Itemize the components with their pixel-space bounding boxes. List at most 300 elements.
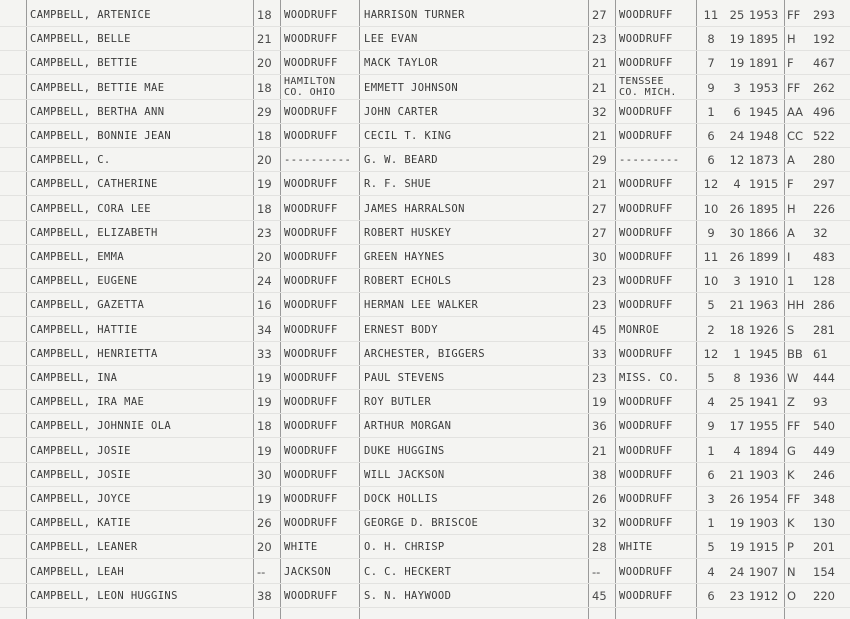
row-rule [0, 268, 850, 269]
table-row [0, 294, 850, 318]
year-cell: 1873 [749, 153, 779, 168]
table-row [0, 391, 850, 415]
spouse-age-cell: 28 [592, 540, 607, 555]
page-cell: 130 [813, 516, 835, 531]
page-cell: 293 [813, 8, 835, 22]
book-cell: A [787, 225, 795, 240]
page-cell: 444 [813, 371, 835, 385]
name-cell: CAMPBELL, CATHERINE [30, 178, 158, 191]
day-cell: 25 [729, 395, 745, 410]
book-cell: CC [787, 129, 804, 143]
book-cell: FF [787, 80, 801, 95]
spouse-residence-cell: WOODRUFF [619, 517, 673, 530]
month-cell: 6 [707, 129, 715, 143]
row-rule [0, 437, 850, 438]
page-cell: 449 [813, 443, 835, 458]
spouse-age-cell: 27 [592, 225, 607, 240]
row-rule [0, 195, 850, 196]
day-cell: 26 [729, 492, 745, 506]
spouse-residence-cell: WOODRUFF [619, 493, 673, 505]
table-row [0, 464, 850, 488]
day-cell: 24 [729, 564, 745, 579]
name-cell: CAMPBELL, BETTIE MAE [30, 81, 165, 94]
bride-age-cell: 20 [257, 153, 272, 168]
day-cell: 18 [729, 322, 745, 337]
spouse-age-cell: 45 [592, 322, 607, 337]
bride-residence-cell: WOODRUFF [284, 57, 338, 70]
spouse-age-cell: 21 [592, 177, 607, 192]
page-cell: 297 [813, 177, 835, 192]
spouse-residence-cell: WOODRUFF [619, 420, 673, 433]
bride-age-cell: -- [257, 564, 266, 579]
month-cell: 3 [707, 492, 715, 506]
spouse-name-cell: S. N. HAYWOOD [364, 589, 452, 602]
name-cell: CAMPBELL, JOSIE [30, 444, 131, 457]
name-cell: CAMPBELL, GAZETTA [30, 299, 145, 312]
page-cell: 522 [813, 129, 835, 143]
spouse-age-cell: 30 [592, 250, 607, 264]
year-cell: 1954 [749, 492, 779, 506]
spouse-residence-cell: WOODRUFF [619, 226, 673, 239]
bride-age-cell: 18 [257, 8, 272, 22]
spouse-age-cell: 36 [592, 419, 607, 434]
year-cell: 1948 [749, 129, 779, 143]
bride-age-cell: 19 [257, 395, 272, 410]
bride-age-cell: 19 [257, 177, 272, 192]
name-cell: CAMPBELL, IRA MAE [30, 396, 145, 409]
day-cell: 3 [733, 80, 741, 95]
month-cell: 1 [707, 516, 715, 531]
name-cell: CAMPBELL, HENRIETTA [30, 347, 158, 360]
row-rule [0, 50, 850, 51]
spouse-residence-cell: WOODRUFF [619, 202, 673, 215]
row-rule [0, 244, 850, 245]
page-cell: 128 [813, 274, 835, 289]
spouse-residence-cell: TENSSEE CO. MICH. [619, 75, 677, 98]
spouse-name-cell: EMMETT JOHNSON [364, 81, 459, 94]
table-row [0, 28, 850, 52]
book-cell: K [787, 467, 795, 482]
spouse-residence-cell: MONROE [619, 323, 660, 336]
bride-age-cell: 20 [257, 540, 272, 555]
book-cell: K [787, 516, 795, 531]
spouse-age-cell: 23 [592, 371, 607, 385]
spouse-residence-cell: WOODRUFF [619, 396, 673, 409]
spouse-age-cell: -- [592, 564, 601, 579]
book-cell: Z [787, 395, 795, 410]
bride-age-cell: 18 [257, 129, 272, 143]
spouse-name-cell: HARRISON TURNER [364, 9, 465, 21]
bride-residence-cell: WOODRUFF [284, 444, 338, 457]
table-row [0, 343, 850, 367]
bride-residence-cell: WHITE [284, 541, 318, 554]
row-rule [0, 341, 850, 342]
book-cell: HH [787, 298, 805, 313]
table-row [0, 4, 850, 28]
spouse-name-cell: ROBERT ECHOLS [364, 275, 452, 288]
book-cell: FF [787, 8, 801, 22]
bride-residence-cell: WOODRUFF [284, 420, 338, 433]
name-cell: CAMPBELL, BELLE [30, 33, 131, 46]
page-cell: 192 [813, 32, 835, 47]
page-cell: 281 [813, 322, 835, 337]
spouse-name-cell: ARCHESTER, BIGGERS [364, 347, 485, 360]
book-cell: O [787, 588, 797, 603]
day-cell: 23 [729, 588, 745, 603]
bride-residence-cell: WOODRUFF [284, 396, 338, 409]
month-cell: 12 [703, 177, 719, 192]
row-rule [0, 171, 850, 172]
day-cell: 4 [733, 177, 741, 192]
day-cell: 4 [733, 443, 741, 458]
page-cell: 61 [813, 346, 828, 361]
day-cell: 21 [729, 467, 745, 482]
table-row [0, 198, 850, 222]
year-cell: 1926 [749, 322, 779, 337]
row-rule [0, 462, 850, 463]
bride-residence-cell: WOODRUFF [284, 299, 338, 312]
row-rule [0, 413, 850, 414]
spouse-residence-cell: WHITE [619, 541, 653, 554]
day-cell: 3 [733, 274, 741, 289]
spouse-age-cell: 21 [592, 129, 607, 143]
spouse-age-cell: 27 [592, 201, 607, 216]
page-cell: 483 [813, 250, 835, 264]
book-cell: P [787, 540, 794, 555]
bride-residence-cell: JACKSON [284, 565, 332, 578]
day-cell: 25 [729, 8, 745, 22]
page-cell: 246 [813, 467, 835, 482]
bride-age-cell: 23 [257, 225, 272, 240]
bride-residence-cell: WOODRUFF [284, 468, 338, 481]
spouse-age-cell: 32 [592, 516, 607, 531]
bride-residence-cell: WOODRUFF [284, 9, 338, 21]
row-rule [0, 607, 850, 608]
year-cell: 1936 [749, 371, 779, 385]
name-cell: CAMPBELL, CORA LEE [30, 202, 151, 215]
book-cell: F [787, 56, 794, 71]
year-cell: 1899 [749, 250, 779, 264]
spouse-name-cell: R. F. SHUE [364, 178, 432, 191]
bride-age-cell: 34 [257, 322, 272, 337]
book-cell: S [787, 322, 795, 337]
name-cell: CAMPBELL, ELIZABETH [30, 226, 158, 239]
table-row [0, 585, 850, 609]
name-cell: CAMPBELL, LEANER [30, 541, 138, 554]
bride-residence-cell: WOODRUFF [284, 33, 338, 46]
day-cell: 24 [729, 129, 745, 143]
page-cell: 262 [813, 80, 835, 95]
spouse-age-cell: 27 [592, 8, 607, 22]
table-row [0, 488, 850, 512]
month-cell: 1 [707, 104, 715, 119]
bride-residence-cell: WOODRUFF [284, 589, 338, 602]
table-row [0, 101, 850, 125]
row-rule [0, 558, 850, 559]
spouse-residence-cell: WOODRUFF [619, 130, 673, 142]
row-rule [0, 123, 850, 124]
page-cell: 286 [813, 298, 835, 313]
year-cell: 1907 [749, 564, 779, 579]
month-cell: 10 [703, 201, 719, 216]
name-cell: CAMPBELL, EUGENE [30, 275, 138, 288]
row-rule [0, 316, 850, 317]
spouse-age-cell: 29 [592, 153, 607, 168]
bride-residence-cell: WOODRUFF [284, 130, 338, 142]
page-cell: 93 [813, 395, 828, 410]
row-rule [0, 534, 850, 535]
name-cell: CAMPBELL, LEAH [30, 565, 125, 578]
day-cell: 26 [729, 250, 745, 264]
table-row [0, 270, 850, 294]
name-cell: CAMPBELL, BERTHA ANN [30, 105, 165, 118]
bride-age-cell: 18 [257, 80, 272, 95]
day-cell: 6 [733, 104, 741, 119]
name-cell: CAMPBELL, HATTIE [30, 323, 138, 336]
month-cell: 2 [707, 322, 715, 337]
spouse-name-cell: C. C. HECKERT [364, 565, 452, 578]
day-cell: 30 [729, 225, 745, 240]
book-cell: H [787, 201, 796, 216]
bride-residence-cell: WOODRUFF [284, 251, 338, 263]
page-cell: 226 [813, 201, 835, 216]
book-cell: G [787, 443, 796, 458]
month-cell: 11 [703, 8, 719, 22]
name-cell: CAMPBELL, BONNIE JEAN [30, 130, 172, 142]
book-cell: FF [787, 492, 801, 506]
table-row [0, 512, 850, 536]
spouse-residence-cell: WOODRUFF [619, 299, 673, 312]
bride-residence-cell: WOODRUFF [284, 202, 338, 215]
row-rule [0, 583, 850, 584]
table-row [0, 367, 850, 391]
page-cell: 220 [813, 588, 835, 603]
table-row [0, 561, 850, 585]
bride-age-cell: 21 [257, 32, 272, 47]
spouse-age-cell: 33 [592, 346, 607, 361]
month-cell: 5 [707, 540, 715, 555]
month-cell: 6 [707, 588, 715, 603]
bride-age-cell: 33 [257, 346, 272, 361]
day-cell: 19 [729, 540, 745, 555]
day-cell: 19 [729, 32, 745, 47]
spouse-residence-cell: MISS. CO. [619, 372, 680, 384]
day-cell: 1 [733, 346, 741, 361]
row-rule [0, 99, 850, 100]
spouse-name-cell: LEE EVAN [364, 33, 418, 46]
book-cell: W [787, 371, 799, 385]
book-cell: H [787, 32, 796, 47]
table-row [0, 77, 850, 101]
page-cell: 32 [813, 225, 828, 240]
page-cell: 201 [813, 540, 835, 555]
book-cell: FF [787, 419, 801, 434]
spouse-age-cell: 21 [592, 56, 607, 71]
spouse-age-cell: 32 [592, 104, 607, 119]
year-cell: 1910 [749, 274, 779, 289]
spouse-name-cell: DUKE HUGGINS [364, 444, 445, 457]
year-cell: 1945 [749, 104, 779, 119]
year-cell: 1912 [749, 588, 779, 603]
day-cell: 21 [729, 298, 745, 313]
spouse-residence-cell: WOODRUFF [619, 251, 673, 263]
year-cell: 1894 [749, 443, 779, 458]
month-cell: 11 [703, 250, 719, 264]
book-cell: BB [787, 346, 803, 361]
bride-age-cell: 18 [257, 201, 272, 216]
bride-age-cell: 24 [257, 274, 272, 289]
spouse-name-cell: O. H. CHRISP [364, 541, 445, 554]
bride-residence-cell: WOODRUFF [284, 517, 338, 530]
year-cell: 1903 [749, 516, 779, 531]
name-cell: CAMPBELL, JOYCE [30, 493, 131, 505]
spouse-residence-cell: WOODRUFF [619, 178, 673, 191]
name-cell: CAMPBELL, LEON HUGGINS [30, 589, 178, 602]
bride-age-cell: 19 [257, 371, 272, 385]
spouse-residence-cell: WOODRUFF [619, 589, 673, 602]
page-cell: 467 [813, 56, 835, 71]
spouse-name-cell: JOHN CARTER [364, 105, 438, 118]
year-cell: 1953 [749, 80, 779, 95]
month-cell: 9 [707, 419, 715, 434]
year-cell: 1895 [749, 32, 779, 47]
page-cell: 540 [813, 419, 835, 434]
page-cell: 280 [813, 153, 835, 168]
bride-age-cell: 19 [257, 443, 272, 458]
spouse-age-cell: 21 [592, 443, 607, 458]
spouse-name-cell: G. W. BEARD [364, 154, 438, 167]
bride-residence-cell: WOODRUFF [284, 226, 338, 239]
month-cell: 9 [707, 225, 715, 240]
bride-age-cell: 29 [257, 104, 272, 119]
bride-age-cell: 20 [257, 56, 272, 71]
spouse-name-cell: HERMAN LEE WALKER [364, 299, 479, 312]
bride-residence-cell: WOODRUFF [284, 178, 338, 191]
bride-age-cell: 20 [257, 250, 272, 264]
spouse-name-cell: JAMES HARRALSON [364, 202, 465, 215]
year-cell: 1955 [749, 419, 779, 434]
spouse-name-cell: ROBERT HUSKEY [364, 226, 452, 239]
spouse-age-cell: 23 [592, 32, 607, 47]
month-cell: 10 [703, 274, 719, 289]
bride-age-cell: 30 [257, 467, 272, 482]
book-cell: I [787, 250, 791, 264]
bride-residence-cell: WOODRUFF [284, 105, 338, 118]
spouse-age-cell: 21 [592, 80, 607, 95]
year-cell: 1941 [749, 395, 779, 410]
bride-residence-cell: WOODRUFF [284, 323, 338, 336]
page-cell: 496 [813, 104, 835, 119]
year-cell: 1915 [749, 540, 779, 555]
day-cell: 12 [729, 153, 745, 168]
spouse-name-cell: MACK TAYLOR [364, 57, 438, 70]
name-cell: CAMPBELL, ARTENICE [30, 9, 151, 21]
bride-residence-cell: HAMILTON CO. OHIO [284, 75, 336, 98]
name-cell: CAMPBELL, BETTIE [30, 57, 138, 70]
spouse-name-cell: ARTHUR MORGAN [364, 420, 452, 433]
day-cell: 19 [729, 56, 745, 71]
row-rule [0, 365, 850, 366]
year-cell: 1895 [749, 201, 779, 216]
bride-residence-cell: WOODRUFF [284, 493, 338, 505]
row-rule [0, 389, 850, 390]
book-cell: A [787, 153, 795, 168]
day-cell: 26 [729, 201, 745, 216]
table-row [0, 415, 850, 439]
month-cell: 12 [703, 346, 719, 361]
month-cell: 7 [707, 56, 715, 71]
spouse-age-cell: 23 [592, 274, 607, 289]
day-cell: 19 [729, 516, 745, 531]
bride-age-cell: 26 [257, 516, 272, 531]
table-row [0, 173, 850, 197]
spouse-name-cell: ROY BUTLER [364, 396, 432, 409]
bride-residence-cell: WOODRUFF [284, 372, 338, 384]
spouse-residence-cell: WOODRUFF [619, 347, 673, 360]
spouse-residence-cell: WOODRUFF [619, 468, 673, 481]
row-rule [0, 510, 850, 511]
spouse-residence-cell: WOODRUFF [619, 33, 673, 46]
row-rule [0, 292, 850, 293]
name-cell: CAMPBELL, JOSIE [30, 468, 131, 481]
month-cell: 5 [707, 371, 715, 385]
spouse-name-cell: WILL JACKSON [364, 468, 445, 481]
bride-residence-cell: WOODRUFF [284, 275, 338, 288]
year-cell: 1953 [749, 8, 779, 22]
month-cell: 5 [707, 298, 715, 313]
row-rule [0, 486, 850, 487]
month-cell: 6 [707, 153, 715, 168]
spouse-name-cell: GREEN HAYNES [364, 251, 445, 263]
spouse-name-cell: CECIL T. KING [364, 130, 452, 142]
month-cell: 9 [707, 80, 715, 95]
spouse-age-cell: 26 [592, 492, 607, 506]
year-cell: 1915 [749, 177, 779, 192]
spouse-name-cell: ERNEST BODY [364, 323, 438, 336]
name-cell: CAMPBELL, JOHNNIE OLA [30, 420, 172, 433]
name-cell: CAMPBELL, INA [30, 372, 118, 384]
book-cell: 1 [787, 274, 795, 289]
month-cell: 4 [707, 395, 715, 410]
bride-residence-cell: ---------- [284, 154, 352, 167]
year-cell: 1945 [749, 346, 779, 361]
day-cell: 17 [729, 419, 745, 434]
table-row [0, 246, 850, 270]
row-rule [0, 74, 850, 75]
year-cell: 1903 [749, 467, 779, 482]
month-cell: 1 [707, 443, 715, 458]
row-rule [0, 220, 850, 221]
row-rule [0, 147, 850, 148]
year-cell: 1866 [749, 225, 779, 240]
book-cell: N [787, 564, 796, 579]
month-cell: 8 [707, 32, 715, 47]
spouse-name-cell: GEORGE D. BRISCOE [364, 517, 479, 530]
spouse-residence-cell: WOODRUFF [619, 105, 673, 118]
day-cell: 8 [733, 371, 741, 385]
spouse-residence-cell: --------- [619, 154, 680, 167]
spouse-residence-cell: WOODRUFF [619, 565, 673, 578]
table-row [0, 440, 850, 464]
name-cell: CAMPBELL, C. [30, 154, 111, 167]
table-row [0, 319, 850, 343]
name-cell: CAMPBELL, KATIE [30, 517, 131, 530]
bride-residence-cell: WOODRUFF [284, 347, 338, 360]
bride-age-cell: 16 [257, 298, 272, 313]
month-cell: 6 [707, 467, 715, 482]
year-cell: 1963 [749, 298, 779, 313]
month-cell: 4 [707, 564, 715, 579]
